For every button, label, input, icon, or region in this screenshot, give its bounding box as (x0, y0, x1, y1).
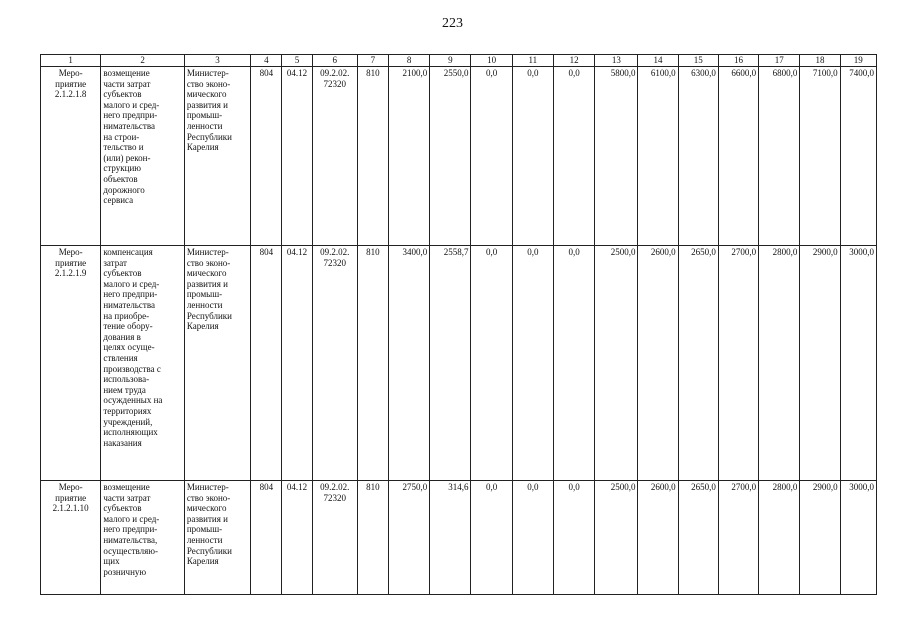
amount-cell: 2558,7 (430, 246, 471, 481)
column-header: 15 (678, 55, 718, 67)
column-header: 2 (101, 55, 184, 67)
amount-cell: 2900,0 (800, 481, 840, 595)
amount-cell: 6100,0 (638, 67, 678, 246)
column-header: 17 (759, 55, 800, 67)
event-cell: Меро- приятие 2.1.2.1.10 (41, 481, 101, 595)
amount-cell: 2750,0 (389, 481, 430, 595)
amount-cell: 6600,0 (718, 67, 758, 246)
column-header: 8 (389, 55, 430, 67)
column-header: 5 (282, 55, 312, 67)
column-header: 1 (41, 55, 101, 67)
amount-cell: 314,6 (430, 481, 471, 595)
amount-cell: 7100,0 (800, 67, 840, 246)
amount-cell: 2600,0 (638, 481, 678, 595)
amount-cell: 3000,0 (840, 481, 876, 595)
column-header: 10 (471, 55, 512, 67)
budget-table (40, 54, 877, 595)
amount-cell: 2800,0 (759, 481, 800, 595)
amount-cell: 3400,0 (389, 246, 430, 481)
amount-cell: 0,0 (471, 481, 512, 595)
table-row (41, 246, 877, 481)
executor-cell: Министер- ство эконо- мического развития и промыш- ленности Республики Карелия (184, 246, 250, 481)
amount-cell: 2650,0 (678, 481, 718, 595)
amount-cell: 0,0 (471, 246, 512, 481)
code-cell: 810 (357, 246, 388, 481)
code-cell: 09.2.02. 72320 (312, 67, 357, 246)
amount-cell: 0,0 (471, 67, 512, 246)
code-cell: 04.12 (282, 481, 312, 595)
column-number-row (41, 55, 877, 67)
amount-cell: 5800,0 (595, 67, 638, 246)
event-cell: Меро- приятие 2.1.2.1.9 (41, 246, 101, 481)
executor-cell: Министер- ство эконо- мического развития и промыш- ленности Республики Карелия (184, 481, 250, 595)
code-cell: 804 (251, 67, 282, 246)
column-header: 16 (718, 55, 758, 67)
code-cell: 810 (357, 481, 388, 595)
column-header: 11 (512, 55, 553, 67)
description-cell: возмещение части затрат субъектов малого и сред- него предпри- нимательства на строи- тельство и (или) рекон- струкцию объектов дорожного сервиса (101, 67, 184, 246)
column-header: 4 (251, 55, 282, 67)
column-header: 18 (800, 55, 840, 67)
amount-cell: 0,0 (553, 481, 594, 595)
code-cell: 04.12 (282, 246, 312, 481)
executor-cell: Министер- ство эконо- мического развития и промыш- ленности Республики Карелия (184, 67, 250, 246)
table-row (41, 481, 877, 595)
amount-cell: 0,0 (512, 481, 553, 595)
amount-cell: 2700,0 (718, 246, 758, 481)
amount-cell: 2500,0 (595, 246, 638, 481)
amount-cell: 0,0 (512, 67, 553, 246)
page-number: 223 (442, 16, 463, 31)
column-header: 14 (638, 55, 678, 67)
amount-cell: 0,0 (553, 246, 594, 481)
code-cell: 04.12 (282, 67, 312, 246)
code-cell: 09.2.02. 72320 (312, 246, 357, 481)
column-header: 13 (595, 55, 638, 67)
code-cell: 09.2.02. 72320 (312, 481, 357, 595)
amount-cell: 3000,0 (840, 246, 876, 481)
amount-cell: 0,0 (512, 246, 553, 481)
amount-cell: 0,0 (553, 67, 594, 246)
amount-cell: 2900,0 (800, 246, 840, 481)
amount-cell: 2550,0 (430, 67, 471, 246)
description-cell: возмещение части затрат субъектов малого и сред- него предпри- нимательства, осуществляю- щих розничную (101, 481, 184, 595)
amount-cell: 2100,0 (389, 67, 430, 246)
table-row (41, 67, 877, 246)
amount-cell: 7400,0 (840, 67, 876, 246)
amount-cell: 6300,0 (678, 67, 718, 246)
code-cell: 804 (251, 481, 282, 595)
description-cell: компенсация затрат субъектов малого и сред- него предпри- нимательства на приобре- тение обору- дования в целях осуще- ствления производства с использова- нием труда осужденных на территориях учреждений, исполняющих наказания (101, 246, 184, 481)
amount-cell: 2700,0 (718, 481, 758, 595)
code-cell: 804 (251, 246, 282, 481)
column-header: 7 (357, 55, 388, 67)
amount-cell: 6800,0 (759, 67, 800, 246)
amount-cell: 2650,0 (678, 246, 718, 481)
code-cell: 810 (357, 67, 388, 246)
column-header: 12 (553, 55, 594, 67)
column-header: 3 (184, 55, 250, 67)
event-cell: Меро- приятие 2.1.2.1.8 (41, 67, 101, 246)
column-header: 9 (430, 55, 471, 67)
amount-cell: 2600,0 (638, 246, 678, 481)
column-header: 19 (840, 55, 876, 67)
column-header: 6 (312, 55, 357, 67)
amount-cell: 2500,0 (595, 481, 638, 595)
amount-cell: 2800,0 (759, 246, 800, 481)
